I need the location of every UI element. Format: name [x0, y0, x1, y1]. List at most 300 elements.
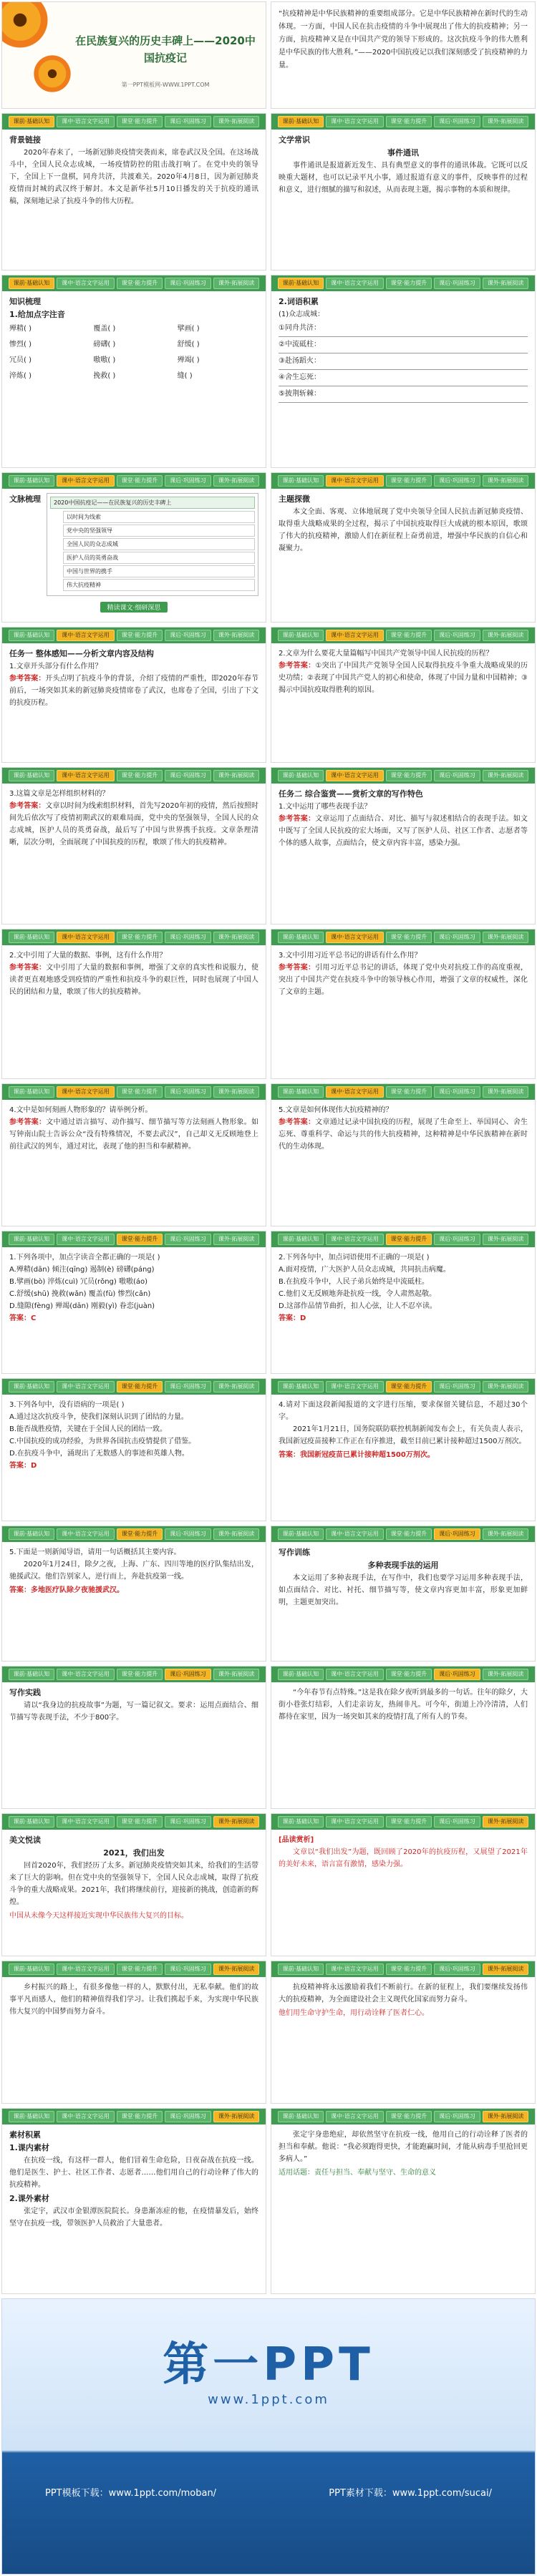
nav-item[interactable]: 课外·拓展阅读: [213, 475, 260, 487]
nav-item[interactable]: 课堂·能力提升: [386, 1669, 432, 1680]
pinyin-cell[interactable]: 惨烈( ): [9, 341, 32, 348]
nav-item[interactable]: 课前·基础认知: [9, 116, 55, 127]
answer: 答案：D: [279, 1314, 306, 1322]
nav-item[interactable]: 课堂·能力提升: [386, 1086, 432, 1098]
pinyin-cell[interactable]: 覆盖( ): [93, 325, 116, 333]
outline-head: 2020中国抗疫记——在民族复兴的历史丰碑上: [50, 497, 255, 509]
slide-exercise5: [1, 1526, 266, 1662]
nav-bar: [271, 1526, 535, 1542]
nav-bar: [2, 1379, 266, 1395]
nav-item[interactable]: 课前·基础认知: [278, 630, 324, 641]
slide-vocab: [271, 275, 536, 468]
nav-item[interactable]: 课堂·能力提升: [386, 630, 432, 641]
nav-item[interactable]: 课外·拓展阅读: [213, 630, 260, 641]
nav-item[interactable]: 课堂·能力提升: [117, 475, 163, 487]
highlight-note: 中国从未像今天这样接近实现中华民族伟大复兴的目标。: [9, 1912, 188, 1920]
nav-bar: [2, 1084, 266, 1100]
question: 2.文章为什么要花大量篇幅写中国共产党领导中国人民抗疫的历程？: [279, 650, 493, 658]
footer-link-right[interactable]: PPT素材下载：www.1ppt.com/sucai/: [329, 2488, 492, 2499]
topic-note: 适用话题：责任与担当、奉献与坚守、生命的意义: [279, 2169, 436, 2177]
nav-item[interactable]: 课中·语言文字运用: [326, 932, 384, 943]
nav-item[interactable]: 课外·拓展阅读: [483, 2111, 529, 2122]
nav-item[interactable]: 课前·基础认知: [9, 1234, 55, 1245]
nav-item[interactable]: 课中·语言文字运用: [57, 1528, 115, 1540]
nav-item[interactable]: 课堂·能力提升: [117, 1963, 163, 1975]
outline-item: 医护人员的英勇奋战: [63, 552, 255, 564]
nav-item[interactable]: 课堂·能力提升: [386, 278, 432, 289]
nav-item[interactable]: 课外·拓展阅读: [483, 1086, 529, 1098]
nav-item[interactable]: 课后·巩固练习: [165, 630, 211, 641]
nav-item[interactable]: 课堂·能力提升: [117, 2111, 163, 2122]
paragraph: 2020年春来了，一场新冠肺炎疫情突袭而来，席卷武汉及全国。在这场战斗中，全国人民众志成城，一场疫情防控的阻击战打响了。在党中央的领导下，全国上下一盘棋，同舟共济，共渡难关。2020年4月8日，因为新冠肺炎疫情而封城的武汉终于解封。本文是新华社5月10日播发的关于抗疫的通讯稿，深刻地记录了抗疫斗争的伟大历程。: [9, 149, 258, 205]
nav-item[interactable]: 课前·基础认知: [9, 475, 55, 487]
slide-task1: [1, 627, 266, 763]
option[interactable]: C.中国抗疫的成功经验，为世界各国抗击疫情提供了借鉴。: [9, 1438, 196, 1445]
nav-item[interactable]: 课后·巩固练习: [165, 1234, 211, 1245]
nav-item[interactable]: 课后·巩固练习: [434, 475, 480, 487]
subheading: 1.课内素材: [9, 2143, 49, 2152]
answer: 开头点明了抗疫斗争的背景，介绍了疫情的严重性，即2020年春节前后，一场突如其来的新冠肺炎疫情席卷了武汉，也席卷了全国，引出了下文的抗疫历程。: [9, 675, 258, 707]
highlight-note: 他们用生命守护生命，用行动诠释了医者仁心。: [279, 2009, 429, 2017]
section-heading: 写作训练: [279, 1548, 310, 1557]
section-bar: 精读课文·细研深思: [100, 602, 168, 613]
pinyin-cell[interactable]: 挽救( ): [93, 372, 116, 380]
slide-q7: [271, 1083, 536, 1226]
slide-exercise3: [1, 1378, 266, 1521]
nav-item[interactable]: 课前·基础认知: [9, 1669, 55, 1680]
nav-item[interactable]: 课后·巩固练习: [165, 1816, 211, 1828]
nav-item[interactable]: 课后·巩固练习: [434, 770, 480, 781]
nav-bar: [2, 1961, 266, 1977]
paragraph: 事件通讯是报道新近发生、具有典型意义的事件的通讯体裁。它既可以反映重大题材，也可以记录平凡小事，通过报道有意义的事件，反映事件的过程和意义，进行细腻的描写和叙述，从而表现主题，揭示事物的本质和规律。: [279, 162, 528, 194]
nav-item[interactable]: 课外·拓展阅读: [213, 1528, 260, 1540]
paragraph: 张定宇，武汉市金银潭医院院长。身患渐冻症的他，在疫情暴发后，始终坚守在抗疫一线，带领医护人员救治了大量患者。: [9, 2207, 258, 2228]
slide-title: [1, 1, 266, 109]
nav-item[interactable]: 课外·拓展阅读: [213, 1234, 260, 1245]
paragraph: 抗疫精神将永远激励着我们不断前行。在新的征程上，我们要继续发扬伟大的抗疫精神，为全面建设社会主义现代化国家而努力奋斗。: [279, 1984, 528, 2004]
nav-item[interactable]: 课堂·能力提升: [386, 932, 432, 943]
nav-bar: [2, 275, 266, 291]
nav-item[interactable]: 课外·拓展阅读: [483, 1669, 529, 1680]
slide-background: [1, 113, 266, 270]
nav-item[interactable]: 课中·语言文字运用: [57, 630, 115, 641]
answer: 文中通过语言描写、动作描写、细节描写等方法刻画人物形象。如写钟南山院士告诉公众“没有特殊情况，不要去武汉”，自己却义无反顾地登上前往武汉的列车，通过对比，表现了他的担当和奉献精神。: [9, 1118, 258, 1151]
nav-bar: [271, 1961, 535, 1977]
nav-item[interactable]: 课后·巩固练习: [434, 1669, 480, 1680]
outline-item: 全国人民的众志成城: [63, 538, 255, 550]
nav-item[interactable]: 课中·语言文字运用: [326, 2111, 384, 2122]
paragraph: 2020年1月24日，除夕之夜，上海、广东、四川等地的医疗队集结出发，驰援武汉。他们告别家人，逆行而上，奔赴抗疫第一线。: [9, 1561, 258, 1581]
answer: 答案：多地医疗队除夕夜驰援武汉。: [9, 1586, 124, 1594]
answer: 答案：C: [9, 1314, 37, 1322]
answer: 引用习近平总书记的讲话，体现了党中央对抗疫工作的高度重视，突出了中国共产党在抗疫斗争中的领导核心作用，增强了文章的权威性，深化了文章的主题。: [279, 964, 528, 996]
nav-item[interactable]: 课堂·能力提升: [117, 1669, 163, 1680]
slide-literary: [271, 113, 536, 270]
question: 2.文中引用了大量的数据、事例，这有什么作用？: [9, 952, 167, 960]
nav-item[interactable]: 课前·基础认知: [9, 770, 55, 781]
nav-item[interactable]: 课中·语言文字运用: [326, 630, 384, 641]
nav-item[interactable]: 课前·基础认知: [278, 1669, 324, 1680]
nav-item[interactable]: 课前·基础认知: [278, 1963, 324, 1975]
nav-item[interactable]: 课外·拓展阅读: [213, 1816, 260, 1828]
nav-bar: [271, 114, 535, 130]
nav-item[interactable]: 课外·拓展阅读: [483, 630, 529, 641]
pinyin-cell[interactable]: 磅礴( ): [93, 341, 116, 348]
pinyin-cell[interactable]: 舒缓( ): [177, 341, 200, 348]
nav-bar: [271, 2109, 535, 2124]
nav-item[interactable]: 课堂·能力提升: [386, 475, 432, 487]
slide-appreciation: [271, 1813, 536, 1956]
nav-item[interactable]: 课堂·能力提升: [386, 2111, 432, 2122]
intro-text: “抗疫精神是中华民族精神的重要组成部分。它是中华民族精神在新时代的生动体现。一方面，中国人民在抗击疫情的斗争中展现出了伟大的抗疫精神；另一方面，抗疫精神又是在中国共产党的领导下形成的。这次抗疫斗争的伟大胜利是中华民族的伟大胜利。”——2020中国抗疫记以我们深刻感受了抗疫精神的力量。: [279, 10, 528, 69]
pinyin-cell[interactable]: 淬炼( ): [9, 372, 32, 380]
section-heading: 写作实践: [9, 1688, 41, 1697]
answer-label: 参考答案：: [279, 815, 316, 823]
nav-item[interactable]: 课堂·能力提升: [117, 1381, 163, 1392]
nav-item[interactable]: 课中·语言文字运用: [57, 1669, 115, 1680]
nav-item[interactable]: 课后·巩固练习: [434, 2111, 480, 2122]
section-heading: 知识梳理: [9, 297, 41, 306]
article-title: 2021，我们出发: [103, 1848, 165, 1858]
question: 1.文章开头部分有什么作用？: [9, 663, 102, 670]
paragraph: 请以“我身边的抗疫故事”为题，写一篇记叙文。要求：运用点面结合、细节描写等表现手法，不少于800字。: [9, 1702, 258, 1722]
nav-item[interactable]: 课前·基础认知: [9, 1086, 55, 1098]
nav-item[interactable]: 课中·语言文字运用: [326, 1381, 384, 1392]
paragraph: 张定宇身患绝症，却依然坚守在抗疫一线，他用自己的行动诠释了医者的担当和奉献。他说：“我必须跑得更快，才能跑赢时间，才能从病毒手里抢回更多病人。”: [279, 2131, 528, 2163]
nav-item[interactable]: 课堂·能力提升: [117, 630, 163, 641]
nav-item[interactable]: 课后·巩固练习: [434, 1381, 480, 1392]
slide-writing: [271, 1526, 536, 1662]
nav-item[interactable]: 课前·基础认知: [278, 1381, 324, 1392]
slide-exercise2: [271, 1231, 536, 1374]
nav-item[interactable]: 课外·拓展阅读: [483, 475, 529, 487]
nav-bar: [271, 473, 535, 489]
question: 4.请对下面这段新闻报道的文字进行压缩，要求保留关键信息，不超过30个字。: [279, 1401, 528, 1421]
nav-item[interactable]: 课堂·能力提升: [386, 1234, 432, 1245]
flower-decoration: [1, 1, 52, 52]
nav-bar: [2, 930, 266, 945]
nav-item[interactable]: 课中·语言文字运用: [326, 1234, 384, 1245]
nav-item[interactable]: 课中·语言文字运用: [57, 278, 115, 289]
nav-item[interactable]: 课后·巩固练习: [434, 1234, 480, 1245]
slide-exercise4: [271, 1378, 536, 1521]
nav-item[interactable]: 课堂·能力提升: [117, 278, 163, 289]
answer: 文中引用了大量的数据和事例，增强了文章的真实性和说服力，使读者更直观地感受到疫情的严重性和抗疫斗争的艰巨性，同时也展现了中国人民的团结和力量，歌颂了伟大的抗疫精神。: [9, 964, 258, 996]
nav-item[interactable]: 课外·拓展阅读: [483, 932, 529, 943]
paragraph: 本文运用了多种表现手法，在写作中，我们也要学习运用多种表现手法，如点面结合、对比、衬托、细节描写等，使文章内容更加丰富，形象更加鲜明，主题更加突出。: [279, 1574, 528, 1606]
slide-essay: [271, 1666, 536, 1809]
section-heading: 素材积累: [9, 2130, 41, 2140]
nav-item[interactable]: 课外·拓展阅读: [213, 2111, 260, 2122]
nav-item[interactable]: 课中·语言文字运用: [57, 1816, 115, 1828]
paragraph: 文章以“我们出发”为题，既回顾了2020年的抗疫历程，又展望了2021年的美好未来，语言富有激情，感染力强。: [279, 1848, 528, 1868]
nav-bar: [271, 768, 535, 784]
nav-item[interactable]: 课前·基础认知: [9, 278, 55, 289]
nav-item[interactable]: 课堂·能力提升: [117, 932, 163, 943]
subheading: 事件通讯: [387, 148, 419, 157]
nav-item[interactable]: 课后·巩固练习: [434, 1816, 480, 1828]
answer: 文章运用了点面结合、对比、描写与叙述相结合的表现手法。如文中既写了全国人民抗疫的宏大场面，又写了医护人员、社区工作者、志愿者等个体的感人故事，点面结合，使文章内容丰富，感染力强。: [279, 815, 528, 847]
vocab-line[interactable]: ④舍生忘死：: [279, 370, 528, 386]
footer-link-left[interactable]: PPT模板下载：www.1ppt.com/moban/: [45, 2488, 217, 2499]
nav-item[interactable]: 课中·语言文字运用: [326, 475, 384, 487]
option[interactable]: A.殚精(dān) 倾注(qīng) 遏制(è) 磅礴(páng): [9, 1266, 155, 1274]
nav-item[interactable]: 课中·语言文字运用: [326, 278, 384, 289]
footer-site[interactable]: www.1ppt.com: [208, 2392, 329, 2407]
paragraph: 在抗疫一线，有这样一群人，他们冒着生命危险，日夜奋战在抗疫一线。他们是医生、护士、社区工作者、志愿者……他们用自己的行动诠释了伟大的抗疫精神。: [9, 2157, 258, 2189]
nav-item[interactable]: 课中·语言文字运用: [57, 1086, 115, 1098]
answer: 答案：D: [9, 1462, 37, 1470]
slide-reading: [1, 1813, 266, 1956]
nav-item[interactable]: 课前·基础认知: [278, 2111, 324, 2122]
answer-label: 参考答案：: [279, 1118, 316, 1126]
nav-item[interactable]: 课中·语言文字运用: [326, 1963, 384, 1975]
nav-item[interactable]: 课后·巩固练习: [165, 1963, 211, 1975]
nav-item[interactable]: 课后·巩固练习: [165, 1086, 211, 1098]
nav-item[interactable]: 课外·拓展阅读: [483, 1381, 529, 1392]
subheading: 2.词语积累: [279, 297, 319, 306]
question: 5.文章是如何体现伟大抗疫精神的？: [279, 1106, 393, 1114]
option[interactable]: B.擘画(bò) 淬炼(cuì) 冗员(rǒng) 嗷嗷(áo): [9, 1278, 148, 1286]
nav-item[interactable]: 课前·基础认知: [278, 1234, 324, 1245]
nav-item[interactable]: 课前·基础认知: [278, 116, 324, 127]
nav-item[interactable]: 课堂·能力提升: [386, 1816, 432, 1828]
answer: 答案：我国新冠疫苗已累计接种超1500万剂次。: [279, 1451, 435, 1459]
nav-item[interactable]: 课后·巩固练习: [434, 116, 480, 127]
nav-item[interactable]: 课堂·能力提升: [386, 1528, 432, 1540]
answer-label: 参考答案：: [279, 964, 316, 972]
nav-item[interactable]: 课外·拓展阅读: [213, 1963, 260, 1975]
footer-logo: 第一PPT: [163, 2338, 374, 2391]
nav-item[interactable]: 课后·巩固练习: [434, 932, 480, 943]
answer-label: 参考答案：: [279, 662, 316, 670]
nav-item[interactable]: 课外·拓展阅读: [483, 116, 529, 127]
nav-item[interactable]: 课后·巩固练习: [434, 1963, 480, 1975]
nav-item[interactable]: 课堂·能力提升: [117, 116, 163, 127]
nav-bar: [271, 1667, 535, 1682]
nav-bar: [271, 1379, 535, 1395]
outline-diagram: [47, 493, 258, 596]
nav-item[interactable]: 课后·巩固练习: [165, 770, 211, 781]
option[interactable]: A.面对疫情，广大医护人员众志成城，共同抗击病魔。: [279, 1266, 450, 1274]
question: 3.这篇文章是怎样组织材料的？: [9, 790, 110, 798]
slide-task2: [271, 767, 536, 924]
nav-item[interactable]: 课外·拓展阅读: [483, 278, 529, 289]
nav-item[interactable]: 课后·巩固练习: [165, 1528, 211, 1540]
slide-q2: [271, 627, 536, 763]
pinyin-cell[interactable]: 擘画( ): [177, 325, 200, 333]
nav-bar: [271, 275, 535, 291]
nav-item[interactable]: 课中·语言文字运用: [57, 1234, 115, 1245]
nav-item[interactable]: 课中·语言文字运用: [326, 1086, 384, 1098]
nav-item[interactable]: 课前·基础认知: [278, 770, 324, 781]
nav-bar: [271, 1084, 535, 1100]
option[interactable]: D.在抗疫斗争中，涌现出了无数感人的事迹和英雄人物。: [9, 1450, 189, 1458]
section-heading: [品读赏析]: [279, 1836, 314, 1844]
nav-item[interactable]: 课后·巩固练习: [165, 932, 211, 943]
nav-item[interactable]: 课中·语言文字运用: [57, 932, 115, 943]
nav-item[interactable]: 课堂·能力提升: [386, 1381, 432, 1392]
nav-bar: [271, 930, 535, 945]
question: 3.下列各句中，没有语病的一项是( ): [9, 1401, 125, 1409]
slide-reading3: [271, 1961, 536, 2104]
option[interactable]: A.通过这次抗疫斗争，使我们深刻认识到了团结的力量。: [9, 1413, 188, 1421]
question: (1)众志成城：: [279, 311, 325, 318]
question: 4.文中是如何刻画人物形象的？请举例分析。: [9, 1106, 153, 1114]
paragraph: 乡村振兴的路上，有很多像他一样的人，默默付出，无私奉献。他们的故事平凡而感人，他们的精神值得我们学习。让我们携起手来，为实现中华民族伟大复兴的中国梦而努力奋斗。: [9, 1984, 258, 2016]
section-heading: 主题探微: [279, 494, 310, 504]
nav-item[interactable]: 课中·语言文字运用: [326, 1669, 384, 1680]
nav-item[interactable]: 课后·巩固练习: [165, 1381, 211, 1392]
title: 在民族复兴的历史丰碑上——2020中国抗疫记: [75, 34, 256, 64]
answer: 文章通过记录中国抗疫的历程，展现了生命至上、举国同心、舍生忘死、尊重科学、命运与共的伟大抗疫精神，这种精神是中华民族精神在新时代的生动体现。: [279, 1118, 528, 1151]
vocab-line[interactable]: ⑤披荆斩棘：: [279, 386, 528, 403]
nav-item[interactable]: 课中·语言文字运用: [57, 475, 115, 487]
nav-item[interactable]: 课堂·能力提升: [386, 116, 432, 127]
nav-item[interactable]: 课后·巩固练习: [434, 630, 480, 641]
pinyin-cell[interactable]: 嗷嗷( ): [93, 356, 116, 364]
nav-item[interactable]: 课中·语言文字运用: [326, 770, 384, 781]
nav-item[interactable]: 课中·语言文字运用: [326, 1816, 384, 1828]
task-heading: 任务一 整体感知——分析文章内容及结构: [9, 649, 154, 658]
nav-item[interactable]: 课外·拓展阅读: [483, 1963, 529, 1975]
section-heading: 美文悦读: [9, 1835, 41, 1845]
nav-item[interactable]: 课前·基础认知: [9, 2111, 55, 2122]
slide-q6: [1, 1083, 266, 1226]
nav-item[interactable]: 课前·基础认知: [9, 1528, 55, 1540]
nav-item[interactable]: 课前·基础认知: [9, 1381, 55, 1392]
nav-item[interactable]: 课中·语言文字运用: [57, 1963, 115, 1975]
nav-item[interactable]: 课前·基础认知: [278, 278, 324, 289]
nav-item[interactable]: 课后·巩固练习: [165, 116, 211, 127]
nav-item[interactable]: 课堂·能力提升: [117, 1086, 163, 1098]
section-heading: 文脉梳理: [9, 494, 41, 504]
nav-bar: [2, 1814, 266, 1830]
question: 2.下列各句中，加点词语使用不正确的一项是( ): [279, 1254, 430, 1262]
answer-label: 参考答案：: [9, 1118, 47, 1126]
nav-item[interactable]: 课堂·能力提升: [117, 1234, 163, 1245]
nav-item[interactable]: 课堂·能力提升: [117, 1528, 163, 1540]
nav-item[interactable]: 课外·拓展阅读: [213, 1381, 260, 1392]
nav-item[interactable]: 课前·基础认知: [9, 932, 55, 943]
nav-item[interactable]: 课中·语言文字运用: [57, 116, 115, 127]
nav-item[interactable]: 课堂·能力提升: [386, 1963, 432, 1975]
slide-structure: [1, 472, 266, 623]
nav-item[interactable]: 课后·巩固练习: [165, 475, 211, 487]
nav-item[interactable]: 课前·基础认知: [278, 1816, 324, 1828]
nav-item[interactable]: 课堂·能力提升: [386, 770, 432, 781]
nav-item[interactable]: 课外·拓展阅读: [213, 1669, 260, 1680]
nav-bar: [2, 1526, 266, 1542]
slide-q5: [271, 929, 536, 1079]
slide-exercise1: [1, 1231, 266, 1374]
nav-item[interactable]: 课中·语言文字运用: [57, 770, 115, 781]
section-heading: 背景链接: [9, 135, 41, 145]
nav-bar: [271, 1814, 535, 1830]
slide-q4: [1, 929, 266, 1079]
question: 1.文中运用了哪些表现手法？: [279, 803, 372, 811]
question: 5.下面是一则新闻导语，请用一句话概括其主要内容。: [9, 1548, 181, 1556]
slide-practice: [1, 1666, 266, 1809]
nav-item[interactable]: 课前·基础认知: [9, 630, 55, 641]
nav-item[interactable]: 课前·基础认知: [278, 1086, 324, 1098]
nav-item[interactable]: 课堂·能力提升: [117, 1816, 163, 1828]
slide-materials: [1, 2108, 266, 2294]
answer: ①突出了中国共产党领导全国人民取得抗疫斗争重大战略成果的历史功绩；②表现了中国共产党人的初心和使命，体现了中国力量和中国精神；③揭示中国抗疫取得胜利的原因。: [279, 662, 528, 694]
nav-item[interactable]: 课外·拓展阅读: [213, 932, 260, 943]
nav-item[interactable]: 课外·拓展阅读: [213, 1086, 260, 1098]
slide-reading2: [1, 1961, 266, 2104]
answer: 文章以时间为线索组织材料，首先写2020年初的疫情，然后按照时间先后依次写了疫情初期武汉的艰难局面，党中央的坚强领导，全国人民的众志成城，医护人员的英勇奋战，最后写了中国与世界携手抗疫。文章条理清晰，层次分明，全面展现了中国抗疫的历程，歌颂了伟大的抗疫精神。: [9, 802, 258, 847]
option[interactable]: D.这部作品情节曲折，扣人心弦，让人不忍卒读。: [279, 1302, 437, 1310]
nav-item[interactable]: 课前·基础认知: [9, 1816, 55, 1828]
nav-item[interactable]: 课后·巩固练习: [165, 2111, 211, 2122]
vocab-line[interactable]: ②中流砥柱：: [279, 337, 528, 353]
subheading: 多种表现手法的运用: [367, 1561, 439, 1570]
nav-item[interactable]: 课后·巩固练习: [165, 1669, 211, 1680]
nav-item[interactable]: 课前·基础认知: [278, 932, 324, 943]
nav-item[interactable]: 课外·拓展阅读: [483, 1528, 529, 1540]
answer-label: 参考答案：: [9, 964, 47, 972]
pinyin-cell[interactable]: 缝( ): [177, 372, 193, 380]
nav-item[interactable]: 课中·语言文字运用: [326, 1528, 384, 1540]
nav-bar: [2, 2109, 266, 2124]
nav-bar: [271, 628, 535, 643]
nav-item[interactable]: 课前·基础认知: [9, 1963, 55, 1975]
nav-item[interactable]: 课中·语言文字运用: [57, 1381, 115, 1392]
paragraph: 2021年1月21日，国务院联防联控机制新闻发布会上，有关负责人表示，我国新冠疫苗接种工作正在有序推进，截至目前已累计接种超过1500万剂次。: [279, 1425, 528, 1445]
option[interactable]: B.在抗疫斗争中，人民子弟兵始终是中流砥柱。: [279, 1278, 430, 1286]
nav-item[interactable]: 课中·语言文字运用: [57, 2111, 115, 2122]
pinyin-cell[interactable]: 冗员( ): [9, 356, 32, 364]
nav-item[interactable]: 课后·巩固练习: [434, 1528, 480, 1540]
outline-item: 伟大抗疫精神: [63, 579, 255, 591]
vocab-line[interactable]: ③赴汤蹈火：: [279, 353, 528, 370]
section-heading: 文学常识: [279, 135, 310, 145]
nav-item[interactable]: 课后·巩固练习: [434, 1086, 480, 1098]
option[interactable]: B.能否战胜疫情，关键在于全国人民的团结一致。: [9, 1425, 168, 1433]
nav-item[interactable]: 课外·拓展阅读: [483, 1816, 529, 1828]
option[interactable]: D.缝隙(fèng) 殚竭(dān) 刚毅(yì) 眷恋(juàn): [9, 1302, 155, 1310]
nav-item[interactable]: 课前·基础认知: [278, 475, 324, 487]
option[interactable]: C.他们义无反顾地奔赴抗疫一线，令人肃然起敬。: [279, 1290, 437, 1298]
pinyin-cell[interactable]: 殚竭( ): [177, 356, 200, 364]
nav-item[interactable]: 课后·巩固练习: [165, 278, 211, 289]
footer-banner: [1, 2298, 536, 2575]
pinyin-cell[interactable]: 殚精( ): [9, 325, 32, 333]
paragraph: 回首2020年，我们经历了太多。新冠肺炎疫情突如其来，给我们的生活带来了巨大的影响。但在党中央的坚强领导下，全国人民众志成城，取得了抗疫斗争的重大战略成果。2021年，我们将继续前行，迎接新的挑战，创造新的辉煌。: [9, 1862, 258, 1906]
nav-item[interactable]: 课外·拓展阅读: [213, 116, 260, 127]
nav-item[interactable]: 课后·巩固练习: [434, 278, 480, 289]
question: 1.下列各项中，加点字读音全都正确的一项是( ): [9, 1254, 160, 1262]
nav-item[interactable]: 课前·基础认知: [278, 1528, 324, 1540]
answer-label: 参考答案：: [9, 675, 46, 683]
nav-item[interactable]: 课堂·能力提升: [117, 770, 163, 781]
vocab-line[interactable]: ①同舟共济：: [279, 321, 528, 337]
nav-item[interactable]: 课中·语言文字运用: [326, 116, 384, 127]
nav-item[interactable]: 课外·拓展阅读: [213, 770, 260, 781]
question: 3.文中引用习近平总书记的讲话有什么作用？: [279, 952, 422, 960]
slide-materials2: [271, 2108, 536, 2294]
nav-item[interactable]: 课外·拓展阅读: [483, 1234, 529, 1245]
nav-item[interactable]: 课外·拓展阅读: [213, 278, 260, 289]
task-heading: 任务二 综合鉴赏——赏析文章的写作特色: [279, 789, 423, 799]
subheading: 1.给加点字注音: [9, 310, 65, 319]
option[interactable]: C.舒缓(shū) 挽救(wǎn) 覆盖(fù) 惨烈(cǎn): [9, 1290, 151, 1298]
paragraph: 本文全面、客观、立体地展现了党中央领导全国人民抗击新冠肺炎疫情、取得重大战略成果的全过程，揭示了中国抗疫取得巨大成就的根本原因，歌颂了伟大的抗疫精神，激励人们在新征程上奋勇前进，增强中华民族的自信心和凝聚力。: [279, 508, 528, 552]
nav-item[interactable]: 课外·拓展阅读: [483, 770, 529, 781]
outline-item: 党中央的坚强领导: [63, 525, 255, 537]
